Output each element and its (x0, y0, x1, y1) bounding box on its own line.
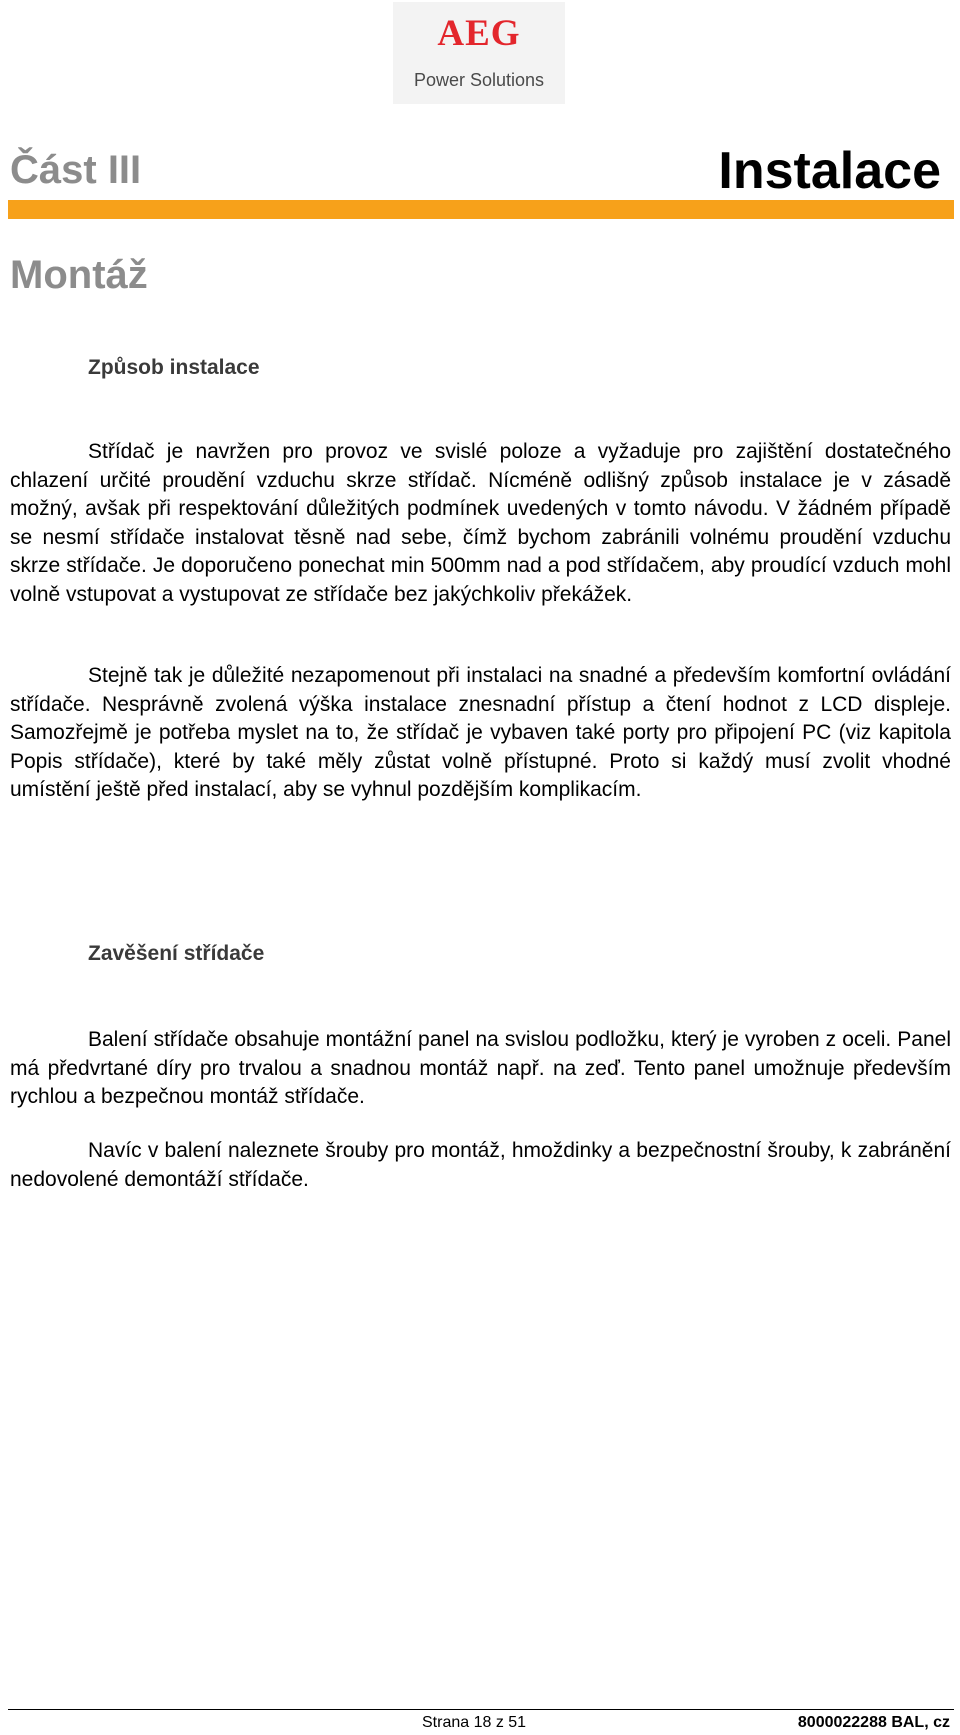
chapter-title: Montáž (10, 253, 148, 297)
paragraph: Střídač je navržen pro provoz ve svislé poloze a vyžaduje pro zajištění dostatečného chlazení určité proudění vzduchu skrze střídač. Nícméně odlišný způsob instalace je v zásadě možný, avšak při respektování důležitých podmínek uvedených v tomto návodu. V žádném případě se nesmí střídače instalovat těsně nad sebe, čímž bychom zabránili volnému proudění vzduchu skrze střídače. Je doporučeno ponechat min 500mm nad a pod střídačem, aby proudící vzduch mohl volně vstupovat a vystupovat ze střídače bez jakýchkoliv překážek. (10, 440, 951, 606)
paragraph: Stejně tak je důležité nezapomenout při instalaci na snadné a především komfortní ovládání střídače. Nesprávně zvolená výška instalace znesnadní přístup a čtení hodnot z LCD displeje. Samozřejmě je potřeba myslet na to, že střídač je vybaven také porty pro připojení PC (viz kapitola Popis střídače), které by také měly zůstat volně přístupné. Proto si každý musí zvolit vhodné umístění ještě před instalací, aby se vyhnul pozdějším komplikacím. (10, 664, 951, 802)
logo-subtitle: Power Solutions (413, 70, 545, 90)
part-title: Instalace (718, 142, 941, 200)
section-heading-installation-method: Způsob instalace (88, 356, 260, 379)
footer-divider (8, 1709, 954, 1710)
paragraph: Navíc v balení naleznete šrouby pro montáž, hmoždinky a bezpečnostní šrouby, k zabránění nedovolené demontáží střídače. (10, 1139, 951, 1191)
paragraph: Balení střídače obsahuje montážní panel na svislou podložku, který je vyroben z oceli. Panel má předvrtané díry pro trvalou a snadnou montáž např. na zeď. Tento panel umožnuje především rychlou a bezpečnou montáž střídače. (10, 1028, 951, 1109)
document-id: 8000022288 BAL, cz (797, 1714, 950, 1731)
header-divider (8, 200, 954, 219)
logo-brand: AEG (437, 13, 521, 54)
company-logo (393, 2, 565, 104)
page-number: Strana 18 z 51 (422, 1714, 527, 1731)
section-heading-inverter-mounting: Zavěšení střídače (88, 942, 265, 965)
part-label: Část III (10, 148, 142, 192)
